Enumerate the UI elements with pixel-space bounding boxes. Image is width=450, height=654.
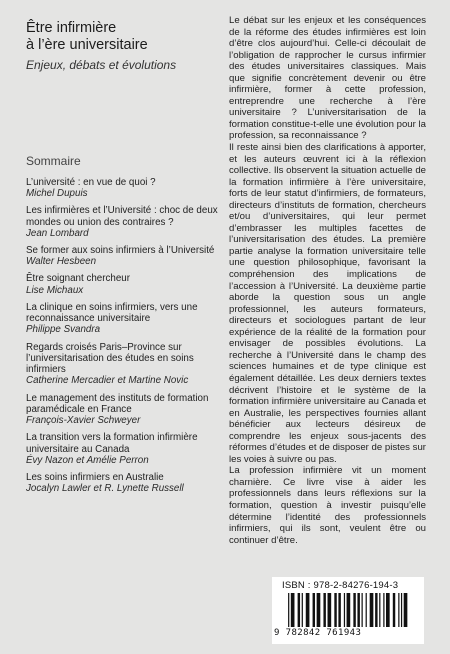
toc-item	[26, 342, 231, 387]
toc-item-author: Walter Hesbeen	[26, 256, 97, 268]
toc-item-title: Le management des instituts de formation paramédicale en France	[26, 392, 209, 415]
toc-item-author: Lise Michaux	[26, 284, 84, 296]
table-of-contents	[26, 177, 231, 500]
toc-item-author: Philippe Svandra	[26, 324, 101, 336]
book-title	[26, 20, 226, 53]
toc-item	[26, 177, 231, 200]
toc-item	[26, 393, 231, 427]
toc-item-title: Se former aux soins infirmiers à l’Université	[26, 245, 215, 257]
blurb-paragraph: La profession infirmière vit un moment charnière. Ce livre vise à aider les professionnels dans leurs réflexions sur la formation, question à investir puisqu’elle détermine l’identité des professionnels infirmiers, qui ils sont, veulent être ou continuer d’être.	[229, 465, 426, 546]
blurb-paragraph: Il reste ainsi bien des clarifications à apporter, et les auteurs œuvrent ici à la réflexion collective. Ils observent la situation actuelle de la formation infirmière à l’ère universitaire, forts de leur statut d’infirmiers, de formateurs, directeurs d’instituts de formation, chercheurs et/ou d’universitaires, qui leur permet d’embrasser les multiples facettes de l’universitarisation des études. La première partie analyse la formation universitaire telle une question philosophique, favorisant la compréhension des implications de l’accession à l’Université. La deuxième partie aborde la question sous un angle professionnel, les auteurs formateurs, directeurs et sociologues partant de leur expérience de la réalité de la formation pour envisager de possibles évolutions. La recherche à l’Université dans le champ des sciences humaines et de type clinique est également détaillée. Les deux derniers textes décrivent l’histoire et le système de la formation infirmière universitaire au Canada et en Australie, les perspectives fournies allant bénéficier aux lecteurs désireux de comprendre les enjeux sous-jacents des réformes d’études et de disposer de pistes sur les voies à suivre ou pas.	[229, 142, 426, 465]
book-title-line2: à l’ère universitaire	[26, 36, 148, 53]
toc-item	[26, 245, 231, 268]
toc-item	[26, 273, 231, 296]
toc-item-author: Catherine Mercadier et Martine Novic	[26, 375, 189, 387]
cover-title-block	[26, 20, 226, 72]
toc-item-title: Les soins infirmiers en Australie	[26, 471, 164, 483]
book-title-line1: Être infirmière	[26, 20, 117, 36]
toc-item	[26, 472, 231, 495]
barcode-icon	[284, 593, 420, 627]
sommaire-heading: Sommaire	[26, 154, 81, 168]
toc-item-title: Être soignant chercheur	[26, 273, 131, 285]
barcode-digits: 9 782842 761943	[274, 628, 362, 638]
toc-item-author: Jocalyn Lawler et R. Lynette Russell	[26, 483, 184, 495]
toc-item	[26, 205, 231, 239]
isbn-label: ISBN : 978-2-84276-194-3	[282, 580, 399, 591]
blurb-paragraph: Le débat sur les enjeux et les conséquences de la réforme des études infirmières est loin d’être clos aujourd’hui. Celle-ci découlait de l’obligation de rapprocher le cursus infirmier des études universitaires classiques. Mais que signifie concrètement devenir ou être infirmière, former à cette profession, entreprendre une recherche à l’ère universitaire ? L’universitarisation de la formation constitue-t-elle une évolution pour la profession, sa reconnaissance ?	[229, 15, 426, 142]
toc-item	[26, 432, 231, 466]
book-subtitle: Enjeux, débats et évolutions	[26, 58, 177, 72]
toc-item-title: Les infirmières et l’Université : choc de deux mondes ou union des contraires ?	[26, 205, 218, 228]
isbn-barcode-box	[272, 577, 424, 644]
toc-item-author: Jean Lombard	[26, 227, 89, 239]
toc-item-title: La clinique en soins infirmiers, vers une reconnaissance universitaire	[26, 301, 198, 325]
toc-item-author: Évy Nazon et Amélie Perron	[26, 454, 149, 466]
toc-item-title: Regards croisés Paris–Province sur l’universitarisation des études en soins infirmiers	[26, 341, 194, 376]
toc-item	[26, 302, 231, 336]
toc-item-author: François-Xavier Schweyer	[26, 415, 141, 427]
blurb-text	[229, 15, 426, 546]
toc-item-author: Michel Dupuis	[26, 188, 88, 200]
toc-item-title: La transition vers la formation infirmière universitaire au Canada	[26, 432, 198, 455]
toc-item-title: L’université : en vue de quoi ?	[26, 177, 156, 188]
